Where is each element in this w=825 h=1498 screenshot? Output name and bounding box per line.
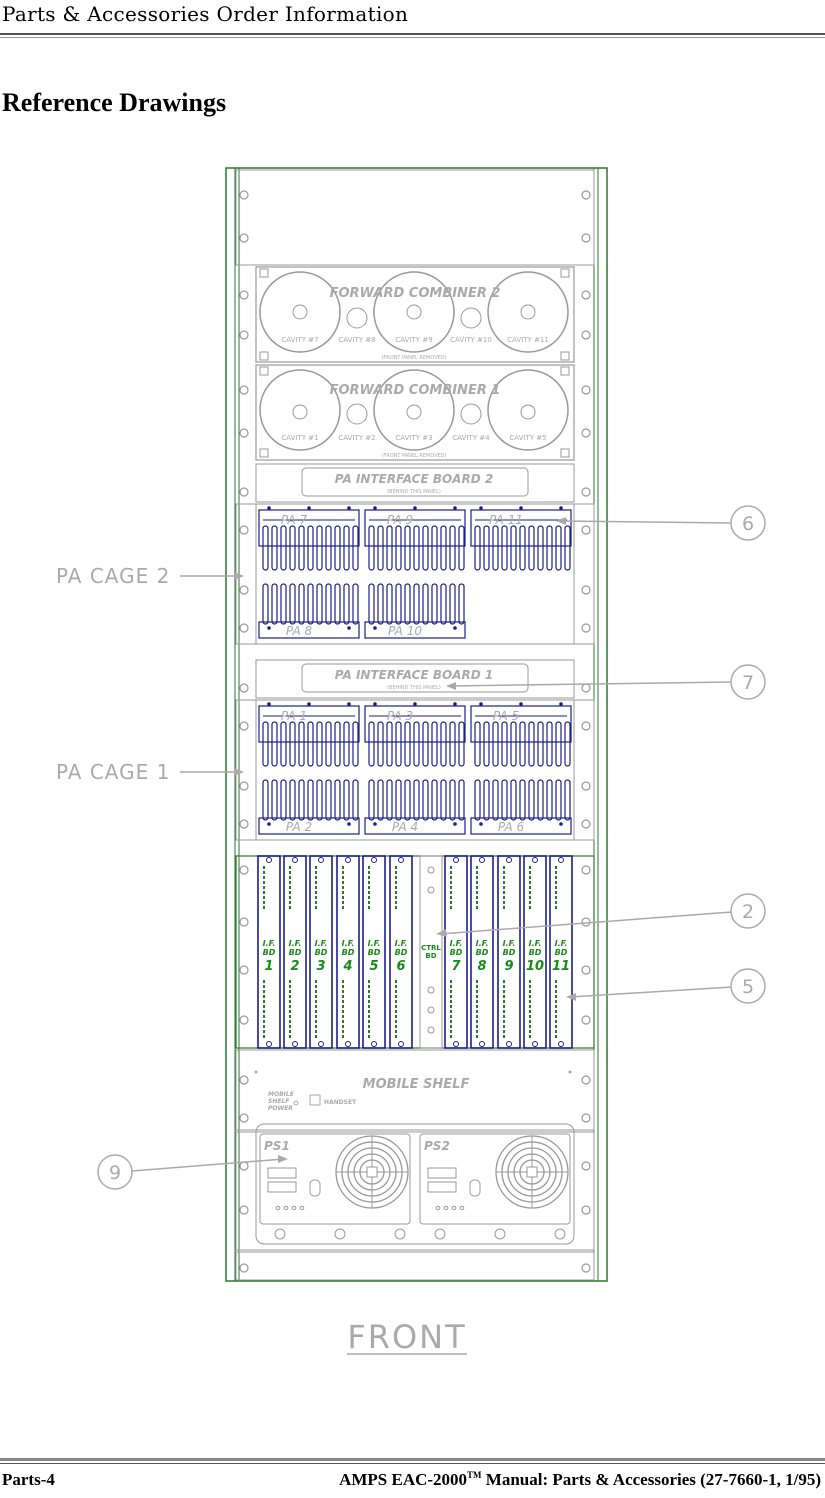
cavity-label: CAVITY #1 bbox=[281, 434, 319, 442]
if-label: I.F. bbox=[367, 939, 381, 948]
power-supply-shelf bbox=[236, 1124, 594, 1280]
if-label: I.F. bbox=[475, 939, 489, 948]
mobile-shelf bbox=[236, 1050, 594, 1130]
footer-manual: Manual: Parts & Accessories (27-7660-1, 1/95) bbox=[481, 1470, 821, 1489]
cavity-label: CAVITY #3 bbox=[395, 434, 433, 442]
mobile-power-label: POWER bbox=[268, 1105, 293, 1112]
if-label: I.F. bbox=[554, 939, 568, 948]
cavity-label: CAVITY #5 bbox=[509, 434, 547, 442]
cavity-label: CAVITY #4 bbox=[452, 434, 490, 442]
combiner-1-title: FORWARD COMBINER 1 bbox=[329, 383, 501, 398]
callout-6-text: 6 bbox=[741, 513, 755, 535]
callout-9-text: 9 bbox=[108, 1162, 122, 1184]
cavity-label: CAVITY #11 bbox=[507, 336, 549, 344]
if-bd-label: BD bbox=[367, 948, 381, 957]
if-number: 3 bbox=[316, 959, 326, 974]
top-blank-panel bbox=[236, 170, 594, 265]
if-label: I.F. bbox=[288, 939, 302, 948]
pa-interface-board-2 bbox=[256, 464, 574, 502]
forward-combiner-1 bbox=[256, 365, 574, 460]
pa-label: PA 10 bbox=[388, 624, 422, 638]
pa-label: PA 2 bbox=[285, 820, 313, 834]
if-label: I.F. bbox=[314, 939, 328, 948]
cavity-label: CAVITY #7 bbox=[281, 336, 319, 344]
ps-label: PS1 bbox=[264, 1139, 290, 1153]
combiner-2-title: FORWARD COMBINER 2 bbox=[329, 286, 501, 301]
pa-interface-board-1 bbox=[256, 660, 574, 698]
forward-combiner-2 bbox=[256, 267, 574, 362]
footer-doc-title bbox=[339, 1470, 821, 1490]
combiner-note: (FRONT PANEL REMOVED) bbox=[381, 355, 447, 361]
if-number: 8 bbox=[477, 959, 487, 974]
front-label: FRONT bbox=[347, 1318, 467, 1356]
ctrl-bd-label: BD bbox=[425, 952, 437, 960]
if-bd-label: BD bbox=[528, 948, 542, 957]
rack-drawing-svg bbox=[0, 150, 825, 1370]
callout-7-text: 7 bbox=[741, 672, 755, 694]
if-bd-label: BD bbox=[262, 948, 276, 957]
pa-label: PA 7 bbox=[280, 513, 308, 527]
pa-cage-1-label: PA CAGE 1 bbox=[56, 760, 171, 784]
header-rule bbox=[0, 33, 825, 38]
pa-label: PA 9 bbox=[386, 513, 414, 527]
cavity-label: CAVITY #2 bbox=[338, 434, 376, 442]
combiner-note: (FRONT PANEL REMOVED) bbox=[381, 453, 447, 459]
pa-label: PA 6 bbox=[497, 820, 525, 834]
if-number: 2 bbox=[290, 959, 300, 974]
if-board-shelf bbox=[236, 856, 594, 1048]
footer-rule bbox=[0, 1458, 825, 1464]
footer-tm: TM bbox=[467, 1470, 482, 1480]
if-bd-label: BD bbox=[314, 948, 328, 957]
if-bd-label: BD bbox=[394, 948, 408, 957]
cavity-label: CAVITY #9 bbox=[395, 336, 433, 344]
pa-interface-1-note: (BEHIND THIS PANEL) bbox=[387, 685, 441, 691]
if-bd-label: BD bbox=[341, 948, 355, 957]
rack-frame bbox=[226, 168, 607, 1281]
if-number: 11 bbox=[551, 959, 571, 974]
if-number: 7 bbox=[451, 959, 461, 974]
pa-cage-1 bbox=[236, 700, 594, 840]
rack-drawing bbox=[0, 150, 825, 1370]
if-label: I.F. bbox=[394, 939, 408, 948]
pa-label: PA 4 bbox=[391, 820, 419, 834]
if-bd-label: BD bbox=[502, 948, 516, 957]
if-number: 5 bbox=[369, 959, 379, 974]
if-number: 9 bbox=[504, 959, 514, 974]
pa-label: PA 3 bbox=[386, 709, 414, 723]
callout-2-text: 2 bbox=[741, 901, 755, 923]
pa-interface-2-note: (BEHIND THIS PANEL) bbox=[387, 489, 441, 495]
if-label: I.F. bbox=[341, 939, 355, 948]
page-header bbox=[0, 0, 825, 40]
pa-interface-2-title: PA INTERFACE BOARD 2 bbox=[334, 472, 494, 486]
if-number: 4 bbox=[343, 959, 353, 974]
mobile-power-label: SHELF bbox=[268, 1098, 290, 1105]
cavity-label: CAVITY #8 bbox=[338, 336, 376, 344]
rack-rail-right bbox=[594, 168, 598, 1281]
if-label: I.F. bbox=[502, 939, 516, 948]
mobile-shelf-title: MOBILE SHELF bbox=[362, 1077, 470, 1092]
pa-label: PA 11 bbox=[489, 513, 523, 527]
if-label: I.F. bbox=[262, 939, 276, 948]
pa-cage-2 bbox=[236, 504, 594, 644]
footer-page-number: Parts-4 bbox=[2, 1470, 55, 1489]
ps-label: PS2 bbox=[424, 1139, 450, 1153]
if-number: 6 bbox=[396, 959, 406, 974]
pa-cage-2-label: PA CAGE 2 bbox=[56, 564, 171, 588]
if-number: 10 bbox=[525, 959, 545, 974]
handset-label: HANDSET bbox=[324, 1099, 357, 1106]
mobile-power-label: MOBILE bbox=[268, 1091, 294, 1098]
if-bd-label: BD bbox=[554, 948, 568, 957]
ctrl-label: CTRL bbox=[421, 944, 441, 952]
cavity-label: CAVITY #10 bbox=[450, 336, 492, 344]
section-title: Reference Drawings bbox=[2, 88, 227, 117]
pa-label: PA 5 bbox=[492, 709, 520, 723]
if-label: I.F. bbox=[528, 939, 542, 948]
power-supply-1 bbox=[260, 1134, 410, 1239]
if-bd-label: BD bbox=[449, 948, 463, 957]
if-number: 1 bbox=[264, 959, 274, 974]
footer-product: AMPS EAC-2000 bbox=[339, 1470, 468, 1489]
power-supply-2 bbox=[420, 1134, 570, 1239]
pa-label: PA 1 bbox=[280, 709, 308, 723]
pa-label: PA 8 bbox=[285, 624, 313, 638]
pa-interface-1-title: PA INTERFACE BOARD 1 bbox=[334, 668, 494, 682]
header-title: Parts & Accessories Order Information bbox=[2, 2, 409, 26]
if-label: I.F. bbox=[449, 939, 463, 948]
callout-5-text: 5 bbox=[741, 976, 755, 998]
if-bd-label: BD bbox=[288, 948, 302, 957]
if-bd-label: BD bbox=[475, 948, 489, 957]
